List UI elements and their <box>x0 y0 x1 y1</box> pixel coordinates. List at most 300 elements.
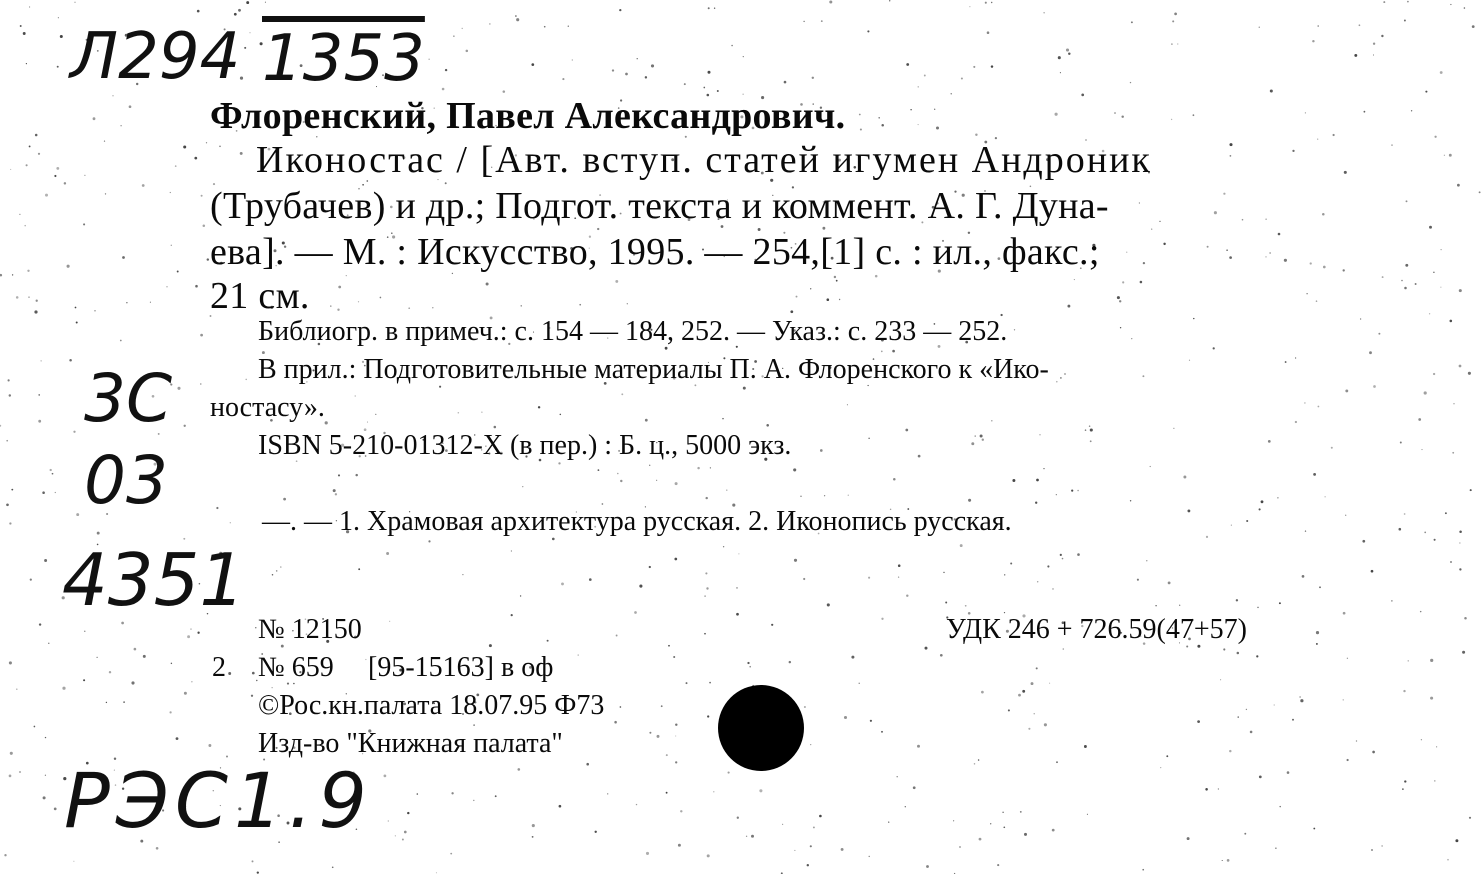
noise-speck <box>1382 276 1384 278</box>
noise-speck <box>511 550 512 551</box>
noise-speck <box>743 387 746 390</box>
noise-speck <box>333 489 336 492</box>
noise-speck <box>1189 360 1190 361</box>
noise-speck <box>953 820 954 821</box>
noise-speck <box>1085 429 1087 431</box>
noise-speck <box>1166 755 1168 757</box>
noise-speck <box>1047 565 1049 567</box>
noise-speck <box>1312 40 1314 42</box>
noise-speck <box>195 285 198 288</box>
noise-speck <box>697 467 699 469</box>
noise-speck <box>666 754 668 756</box>
noise-speck <box>731 45 733 47</box>
noise-speck <box>184 692 187 695</box>
noise-speck <box>1139 202 1140 203</box>
noise-speck <box>44 559 47 562</box>
noise-speck <box>1313 473 1316 476</box>
punch-hole <box>718 685 804 771</box>
noise-speck <box>1295 421 1297 423</box>
noise-speck <box>83 223 85 225</box>
noise-speck <box>796 296 798 298</box>
noise-speck <box>991 2 992 3</box>
noise-speck <box>617 473 619 475</box>
noise-speck <box>737 817 739 819</box>
noise-speck <box>844 716 847 719</box>
noise-speck <box>74 2 75 3</box>
noise-speck <box>1434 136 1436 138</box>
noise-speck <box>216 507 218 509</box>
noise-speck <box>1265 219 1266 220</box>
noise-speck <box>558 462 560 464</box>
noise-speck <box>38 153 40 155</box>
noise-speck <box>177 271 179 273</box>
noise-speck <box>143 655 146 658</box>
noise-speck <box>859 114 861 116</box>
noise-speck <box>203 225 206 228</box>
noise-speck <box>1421 449 1422 450</box>
noise-speck <box>1231 525 1232 526</box>
noise-speck <box>1131 21 1133 23</box>
noise-speck <box>1172 20 1174 22</box>
noise-speck <box>120 340 122 342</box>
noise-speck <box>367 422 368 423</box>
noise-speck <box>961 77 963 79</box>
noise-speck <box>1434 780 1436 782</box>
noise-speck <box>749 666 751 668</box>
noise-speck <box>1171 119 1172 120</box>
noise-speck <box>1318 406 1320 408</box>
noise-speck <box>445 69 447 71</box>
noise-speck <box>1450 4 1451 5</box>
noise-speck <box>531 63 534 66</box>
noise-speck <box>56 167 59 170</box>
noise-speck <box>997 864 999 866</box>
noise-speck <box>252 672 255 675</box>
noise-speck <box>1322 213 1325 216</box>
noise-speck <box>892 350 895 353</box>
noise-speck <box>978 759 980 761</box>
handwritten-top-number: 1353 <box>262 22 425 96</box>
noise-speck <box>666 792 668 794</box>
noise-speck <box>503 90 506 93</box>
noise-speck <box>388 820 389 821</box>
noise-speck <box>1457 184 1460 187</box>
noise-speck <box>1259 508 1261 510</box>
noise-speck <box>559 805 562 808</box>
noise-speck <box>991 420 993 422</box>
noise-speck <box>707 715 709 717</box>
noise-speck <box>1459 289 1462 292</box>
noise-speck <box>973 66 975 68</box>
noise-speck <box>1317 25 1319 27</box>
noise-speck <box>812 77 814 79</box>
noise-speck <box>1359 24 1361 26</box>
noise-speck <box>717 90 719 92</box>
noise-speck <box>979 838 982 841</box>
noise-speck <box>1087 814 1088 815</box>
noise-speck <box>16 296 19 299</box>
noise-speck <box>804 706 806 708</box>
noise-speck <box>177 387 180 390</box>
noise-speck <box>142 184 145 187</box>
noise-speck <box>917 745 920 748</box>
noise-speck <box>1402 788 1404 790</box>
noise-speck <box>408 307 410 309</box>
noise-speck <box>810 845 812 847</box>
noise-speck <box>106 702 107 703</box>
noise-speck <box>1404 780 1406 782</box>
noise-speck <box>346 275 347 276</box>
noise-speck <box>1343 269 1345 271</box>
noise-speck <box>1146 560 1147 561</box>
noise-speck <box>1159 221 1160 222</box>
noise-speck <box>1084 745 1087 748</box>
noise-speck <box>462 28 463 29</box>
noise-speck <box>839 299 840 300</box>
noise-speck <box>26 164 28 166</box>
noise-speck <box>251 695 253 697</box>
noise-speck <box>612 69 614 71</box>
noise-speck <box>122 256 125 259</box>
noise-speck <box>639 585 642 588</box>
noise-speck <box>1230 155 1232 157</box>
noise-speck <box>827 603 830 606</box>
noise-speck <box>636 804 637 805</box>
noise-speck <box>42 491 45 494</box>
noise-speck <box>156 847 159 850</box>
noise-speck <box>1155 605 1156 606</box>
noise-speck <box>1424 532 1426 534</box>
udc-code: УДК 246 + 726.59(47+57) <box>946 614 1247 645</box>
noise-speck <box>1222 860 1223 861</box>
noise-speck <box>1173 428 1174 429</box>
noise-speck <box>913 786 916 789</box>
noise-speck <box>703 87 705 89</box>
noise-speck <box>45 737 46 738</box>
noise-speck <box>674 558 677 561</box>
noise-speck <box>1269 252 1270 253</box>
noise-speck <box>1444 155 1445 156</box>
noise-speck <box>851 656 854 659</box>
noise-speck <box>6 440 8 442</box>
noise-speck <box>1246 520 1248 522</box>
noise-speck <box>126 302 127 303</box>
noise-speck <box>8 379 10 381</box>
noise-speck <box>1343 699 1344 700</box>
noise-speck <box>494 426 497 429</box>
noise-speck <box>547 640 549 642</box>
noise-speck <box>704 633 706 635</box>
noise-speck <box>615 280 618 283</box>
noise-speck <box>1223 648 1225 650</box>
noise-speck <box>1226 249 1228 251</box>
noise-speck <box>1071 490 1073 492</box>
noise-speck <box>450 853 452 855</box>
noise-speck <box>651 64 654 67</box>
noise-speck <box>544 26 546 28</box>
noise-speck <box>538 406 540 408</box>
noise-speck <box>893 478 896 481</box>
noise-speck <box>1020 811 1022 813</box>
noise-speck <box>1354 54 1357 57</box>
noise-speck <box>1062 558 1064 560</box>
noise-speck <box>1163 243 1165 245</box>
noise-speck <box>589 578 592 581</box>
noise-speck <box>905 429 908 432</box>
noise-speck <box>36 300 38 302</box>
noise-speck <box>896 776 897 777</box>
order-code: [95-15163] в оф <box>368 652 554 683</box>
noise-speck <box>522 486 523 487</box>
noise-speck <box>1275 848 1276 849</box>
noise-speck <box>810 744 811 745</box>
noise-speck <box>105 193 106 194</box>
noise-speck <box>1140 281 1143 284</box>
noise-speck <box>429 59 430 60</box>
noise-speck <box>568 26 569 27</box>
noise-speck <box>991 65 993 67</box>
noise-speck <box>621 393 623 395</box>
noise-speck <box>982 439 984 441</box>
noise-speck <box>898 576 899 577</box>
noise-speck <box>104 141 105 142</box>
noise-speck <box>1229 256 1232 259</box>
noise-speck <box>10 169 11 170</box>
handwritten-side-code-3: 4351 <box>62 538 246 622</box>
noise-speck <box>881 124 884 127</box>
noise-speck <box>1399 528 1402 531</box>
noise-speck <box>1371 849 1373 851</box>
noise-speck <box>486 282 489 285</box>
noise-speck <box>495 795 497 797</box>
noise-speck <box>1373 385 1376 388</box>
noise-speck <box>234 13 237 16</box>
noise-speck <box>55 492 56 493</box>
order-number: № 659 <box>258 652 334 683</box>
record-number: № 12150 <box>258 614 362 645</box>
noise-speck <box>62 687 65 690</box>
noise-speck <box>1237 652 1240 655</box>
noise-speck <box>520 595 521 596</box>
noise-speck <box>1343 612 1346 615</box>
noise-speck <box>1429 226 1432 229</box>
noise-speck <box>129 105 132 108</box>
noise-speck <box>407 812 409 814</box>
title-line-2: (Трубачев) и др.; Подгот. текста и коммент. А. Г. Дуна- <box>210 185 1109 227</box>
noise-speck <box>803 21 804 22</box>
noise-speck <box>10 752 13 755</box>
isbn-line: ISBN 5-210-01312-X (в пер.) : Б. ц., 5000 экз. <box>258 430 792 461</box>
noise-speck <box>1089 425 1091 427</box>
noise-speck <box>736 587 738 589</box>
noise-speck <box>150 302 151 303</box>
noise-speck <box>1316 643 1318 645</box>
noise-speck <box>646 852 649 855</box>
noise-speck <box>1453 403 1454 404</box>
noise-speck <box>637 58 638 59</box>
noise-speck <box>1464 617 1467 620</box>
noise-speck <box>190 628 191 629</box>
noise-speck <box>620 480 622 482</box>
noise-speck <box>375 414 376 415</box>
noise-speck <box>1418 418 1421 421</box>
noise-speck <box>1055 113 1058 116</box>
noise-speck <box>1034 713 1035 714</box>
noise-speck <box>1287 771 1290 774</box>
noise-speck <box>1063 648 1065 650</box>
handwritten-side-code-1: 3С <box>84 360 173 437</box>
noise-speck <box>201 195 203 197</box>
noise-speck <box>38 420 41 423</box>
noise-speck <box>183 145 186 148</box>
noise-speck <box>1081 94 1084 97</box>
noise-speck <box>171 245 172 246</box>
noise-speck <box>1130 82 1131 83</box>
noise-speck <box>1373 43 1375 45</box>
noise-speck <box>1372 751 1375 754</box>
noise-speck <box>39 623 41 625</box>
noise-speck <box>905 806 906 807</box>
noise-speck <box>1407 1 1409 3</box>
noise-speck <box>936 127 939 130</box>
handwritten-bottom-code: РЭС1.9 <box>64 756 373 845</box>
noise-speck <box>620 706 622 708</box>
noise-speck <box>1449 154 1452 157</box>
noise-speck <box>1404 513 1406 515</box>
noise-speck <box>960 544 963 547</box>
noise-speck <box>771 624 773 626</box>
noise-speck <box>1400 442 1402 444</box>
noise-speck <box>1259 27 1260 28</box>
noise-speck <box>1052 588 1053 589</box>
copies-count: 2 <box>212 652 226 683</box>
noise-speck <box>934 109 935 110</box>
noise-speck <box>246 1 249 4</box>
noise-speck <box>675 482 678 485</box>
noise-speck <box>1462 651 1465 654</box>
noise-speck <box>1177 43 1178 44</box>
noise-speck <box>338 474 340 476</box>
noise-speck <box>112 95 113 96</box>
noise-speck <box>194 157 197 160</box>
noise-speck <box>1304 402 1305 403</box>
noise-speck <box>473 724 475 726</box>
noise-speck <box>1300 699 1303 702</box>
noise-speck <box>473 800 474 801</box>
noise-speck <box>1142 375 1144 377</box>
noise-speck <box>1378 333 1380 335</box>
noise-speck <box>747 662 749 664</box>
noise-speck <box>980 435 983 438</box>
noise-speck <box>335 493 337 495</box>
noise-speck <box>1058 56 1061 59</box>
noise-speck <box>924 75 926 77</box>
noise-speck <box>325 421 328 424</box>
noise-speck <box>458 412 460 414</box>
noise-speck <box>417 793 419 795</box>
noise-speck <box>1404 287 1407 290</box>
noise-speck <box>560 414 562 416</box>
noise-speck <box>881 618 883 620</box>
noise-speck <box>9 775 12 778</box>
noise-speck <box>9 522 11 524</box>
noise-speck <box>1381 845 1382 846</box>
noise-speck <box>43 796 46 799</box>
noise-speck <box>1472 25 1475 28</box>
noise-speck <box>1317 139 1318 140</box>
noise-speck <box>355 474 357 476</box>
noise-speck <box>1060 377 1062 379</box>
noise-speck <box>121 622 124 625</box>
noise-speck <box>332 866 334 868</box>
noise-speck <box>1450 561 1452 563</box>
noise-speck <box>1323 266 1326 269</box>
noise-speck <box>1371 570 1374 573</box>
noise-speck <box>240 152 243 155</box>
noise-speck <box>1174 13 1177 16</box>
noise-speck <box>489 23 490 24</box>
noise-speck <box>54 175 56 177</box>
noise-speck <box>847 404 848 405</box>
noise-speck <box>245 379 247 381</box>
noise-speck <box>1425 91 1427 93</box>
noise-speck <box>906 594 908 596</box>
noise-speck <box>910 109 911 110</box>
noise-speck <box>489 644 492 647</box>
noise-speck <box>54 808 57 811</box>
noise-speck <box>1250 731 1253 734</box>
noise-speck <box>1056 761 1058 763</box>
noise-speck <box>1242 219 1244 221</box>
noise-speck <box>1364 111 1366 113</box>
noise-speck <box>1187 509 1190 512</box>
noise-speck <box>1325 496 1326 497</box>
noise-speck <box>265 2 266 3</box>
noise-speck <box>736 613 739 616</box>
noise-speck <box>249 32 250 33</box>
noise-speck <box>1187 837 1190 840</box>
noise-speck <box>675 723 677 725</box>
noise-speck <box>607 793 608 794</box>
noise-speck <box>29 6 30 7</box>
noise-speck <box>109 671 111 673</box>
noise-speck <box>1305 112 1306 113</box>
noise-speck <box>1469 817 1471 819</box>
noise-speck <box>1345 515 1346 516</box>
noise-speck <box>1229 750 1231 752</box>
noise-speck <box>743 56 744 57</box>
noise-speck <box>708 71 711 74</box>
noise-speck <box>881 731 883 733</box>
noise-speck <box>1049 683 1050 684</box>
noise-speck <box>614 721 617 724</box>
noise-speck <box>171 663 172 664</box>
noise-speck <box>1117 296 1120 299</box>
noise-speck <box>76 513 79 516</box>
handwritten-top-code: Л294 <box>70 20 241 94</box>
noise-speck <box>34 726 36 728</box>
noise-speck <box>69 359 72 362</box>
noise-speck <box>73 861 74 862</box>
noise-speck <box>280 566 282 568</box>
noise-speck <box>722 418 724 420</box>
noise-speck <box>52 473 54 475</box>
noise-speck <box>1213 347 1215 349</box>
noise-speck <box>252 860 254 862</box>
noise-speck <box>187 635 190 638</box>
noise-speck <box>616 635 618 637</box>
noise-speck <box>668 645 670 647</box>
